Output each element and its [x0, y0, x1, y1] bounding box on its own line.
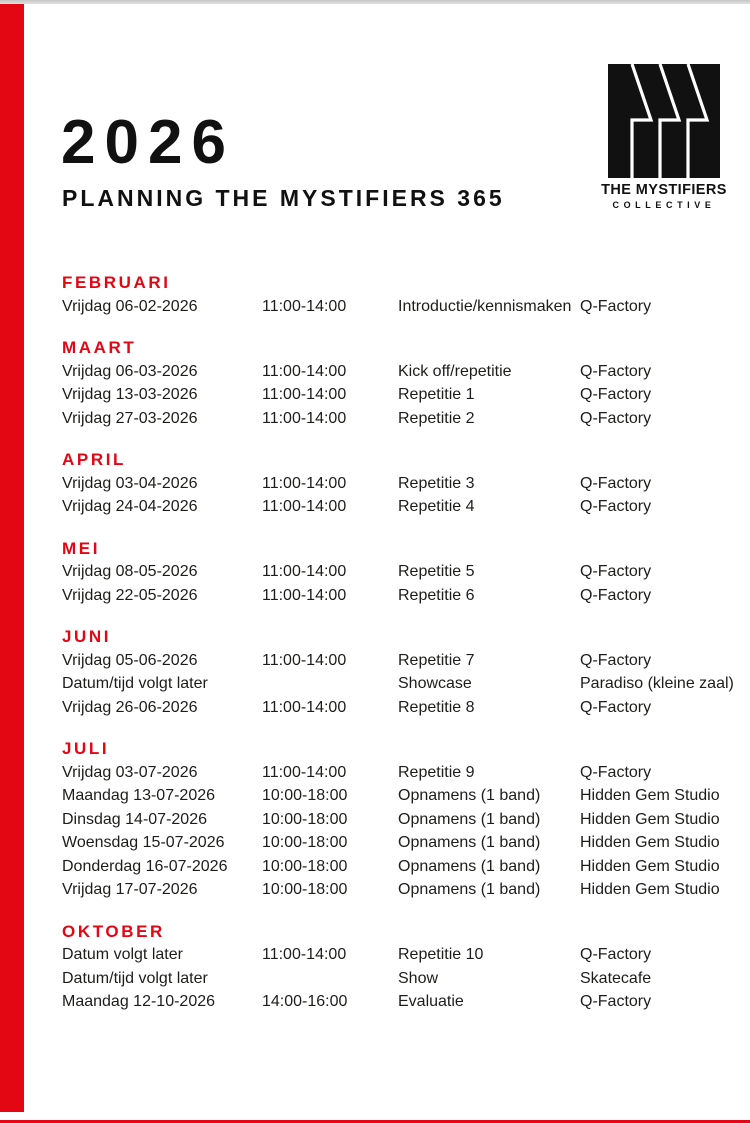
cell-time: 11:00-14:00	[262, 763, 347, 781]
section-rows	[62, 360, 750, 431]
cell-activity: Opnamens (1 band)	[398, 881, 541, 898]
cell-time: 14:00-16:00	[262, 993, 348, 1010]
cell-date: Vrijdag 08-05-2026	[62, 563, 198, 580]
mystifiers-logo-icon	[608, 64, 720, 178]
logo	[600, 64, 728, 210]
cell-location: Q-Factory	[580, 698, 652, 716]
cell-activity: Evaluatie	[398, 993, 464, 1010]
cell-location: Hidden Gem Studio	[580, 810, 720, 828]
cell-activity: Repetitie 9	[398, 763, 475, 781]
cell-activity: Repetitie 4	[398, 498, 475, 515]
schedule-row	[62, 360, 750, 384]
cell-location: Hidden Gem Studio	[580, 834, 720, 851]
year-title: 2026	[61, 108, 235, 177]
section-rows	[62, 761, 750, 902]
cell-time: 11:00-14:00	[262, 946, 347, 963]
red-accent-stripe	[0, 4, 24, 1112]
month-heading: MAART	[62, 338, 137, 357]
cell-activity: Repetitie 8	[398, 698, 475, 716]
schedule-section	[62, 448, 750, 519]
schedule-row	[62, 943, 750, 967]
cell-activity: Repetitie 2	[398, 409, 475, 427]
cell-date: Datum volgt later	[62, 946, 183, 963]
schedule-section	[62, 920, 750, 1014]
cell-time: 11:00-14:00	[262, 563, 347, 580]
schedule-row	[62, 495, 750, 519]
cell-time: 11:00-14:00	[262, 297, 347, 315]
cell-date: Vrijdag 26-06-2026	[62, 698, 198, 716]
schedule-row	[62, 967, 750, 991]
cell-date: Woensdag 15-07-2026	[62, 834, 225, 851]
cell-time: 11:00-14:00	[262, 362, 347, 380]
cell-time: 10:00-18:00	[262, 834, 348, 851]
schedule-row	[62, 584, 750, 608]
cell-activity: Opnamens (1 band)	[398, 857, 541, 875]
cell-date: Donderdag 16-07-2026	[62, 857, 228, 875]
cell-location: Paradiso (kleine zaal)	[580, 675, 734, 692]
month-heading: APRIL	[62, 450, 126, 469]
section-rows	[62, 295, 750, 319]
cell-activity: Repetitie 5	[398, 563, 475, 580]
cell-location: Q-Factory	[580, 498, 652, 515]
schedule-section	[62, 537, 750, 608]
page-title: PLANNING THE MYSTIFIERS 365	[62, 185, 505, 211]
cell-activity: Repetitie 6	[398, 586, 475, 604]
section-rows	[62, 649, 750, 720]
cell-activity: Opnamens (1 band)	[398, 810, 541, 828]
logo-text-line2: COLLECTIVE	[612, 200, 716, 210]
cell-activity: Showcase	[398, 675, 472, 692]
schedule-row	[62, 696, 750, 720]
cell-activity: Repetitie 1	[398, 386, 475, 403]
schedule-row	[62, 831, 750, 855]
cell-location: Q-Factory	[580, 409, 652, 427]
cell-location: Hidden Gem Studio	[580, 857, 720, 875]
cell-date: Vrijdag 06-03-2026	[62, 362, 198, 380]
cell-date: Maandag 13-07-2026	[62, 787, 216, 804]
schedule-row	[62, 672, 750, 696]
schedule-row	[62, 295, 750, 319]
schedule-row	[62, 649, 750, 673]
month-heading: JUNI	[62, 627, 112, 646]
cell-date: Vrijdag 06-02-2026	[62, 297, 198, 315]
cell-location: Q-Factory	[580, 946, 652, 963]
cell-date: Datum/tijd volgt later	[62, 675, 208, 692]
cell-date: Vrijdag 17-07-2026	[62, 881, 198, 898]
schedule-row	[62, 560, 750, 584]
schedule-section	[62, 271, 750, 318]
cell-time: 11:00-14:00	[262, 698, 347, 716]
cell-date: Vrijdag 03-04-2026	[62, 474, 198, 492]
cell-location: Q-Factory	[580, 563, 652, 580]
cell-time: 11:00-14:00	[262, 474, 347, 492]
schedule-section	[62, 737, 750, 902]
schedule	[62, 271, 750, 1032]
month-heading: MEI	[62, 538, 101, 558]
cell-location: Hidden Gem Studio	[580, 881, 720, 898]
cell-date: Maandag 12-10-2026	[62, 993, 216, 1010]
cell-time	[262, 967, 398, 991]
cell-activity: Opnamens (1 band)	[398, 787, 541, 804]
cell-date: Vrijdag 03-07-2026	[62, 763, 198, 781]
schedule-row	[62, 472, 750, 496]
schedule-section	[62, 625, 750, 719]
section-rows	[62, 560, 750, 607]
cell-date: Vrijdag 22-05-2026	[62, 586, 198, 604]
month-heading: JULI	[62, 739, 110, 758]
cell-date: Vrijdag 05-06-2026	[62, 651, 198, 669]
schedule-row	[62, 855, 750, 879]
cell-location: Q-Factory	[580, 362, 652, 380]
month-heading: OKTOBER	[62, 921, 165, 941]
cell-date: Datum/tijd volgt later	[62, 969, 208, 987]
schedule-row	[62, 990, 750, 1014]
schedule-row	[62, 383, 750, 407]
cell-date: Vrijdag 24-04-2026	[62, 498, 198, 515]
cell-activity: Show	[398, 969, 439, 987]
cell-time: 11:00-14:00	[262, 586, 347, 604]
cell-time: 11:00-14:00	[262, 409, 347, 427]
schedule-row	[62, 407, 750, 431]
schedule-row	[62, 878, 750, 902]
cell-location: Q-Factory	[580, 763, 652, 781]
cell-activity: Repetitie 10	[398, 946, 484, 963]
page-top-edge	[0, 0, 750, 4]
schedule-row	[62, 761, 750, 785]
cell-activity: Opnamens (1 band)	[398, 834, 541, 851]
cell-date: Vrijdag 13-03-2026	[62, 386, 198, 403]
cell-time: 11:00-14:00	[262, 651, 347, 669]
cell-time: 11:00-14:00	[262, 498, 347, 515]
cell-location: Q-Factory	[580, 297, 652, 315]
schedule-section	[62, 336, 750, 430]
cell-date: Vrijdag 27-03-2026	[62, 409, 198, 427]
cell-time: 10:00-18:00	[262, 881, 348, 898]
cell-location: Q-Factory	[580, 993, 652, 1010]
cell-time: 11:00-14:00	[262, 386, 347, 403]
cell-time: 10:00-18:00	[262, 787, 348, 804]
cell-time	[262, 672, 398, 696]
section-rows	[62, 472, 750, 519]
cell-location: Hidden Gem Studio	[580, 787, 720, 804]
cell-date: Dinsdag 14-07-2026	[62, 810, 207, 828]
month-heading: FEBRUARI	[62, 273, 171, 292]
cell-location: Skatecafe	[580, 969, 652, 987]
cell-time: 10:00-18:00	[262, 857, 348, 875]
cell-activity: Introductie/kennismaken	[398, 297, 572, 315]
cell-location: Q-Factory	[580, 586, 652, 604]
cell-activity: Repetitie 7	[398, 651, 475, 669]
schedule-row	[62, 784, 750, 808]
cell-location: Q-Factory	[580, 474, 652, 492]
cell-time: 10:00-18:00	[262, 810, 348, 828]
cell-activity: Repetitie 3	[398, 474, 475, 492]
section-rows	[62, 943, 750, 1014]
logo-text-line1: THE MYSTIFIERS	[601, 182, 727, 198]
cell-location: Q-Factory	[580, 651, 652, 669]
cell-activity: Kick off/repetitie	[398, 362, 512, 380]
schedule-row	[62, 808, 750, 832]
cell-location: Q-Factory	[580, 386, 652, 403]
